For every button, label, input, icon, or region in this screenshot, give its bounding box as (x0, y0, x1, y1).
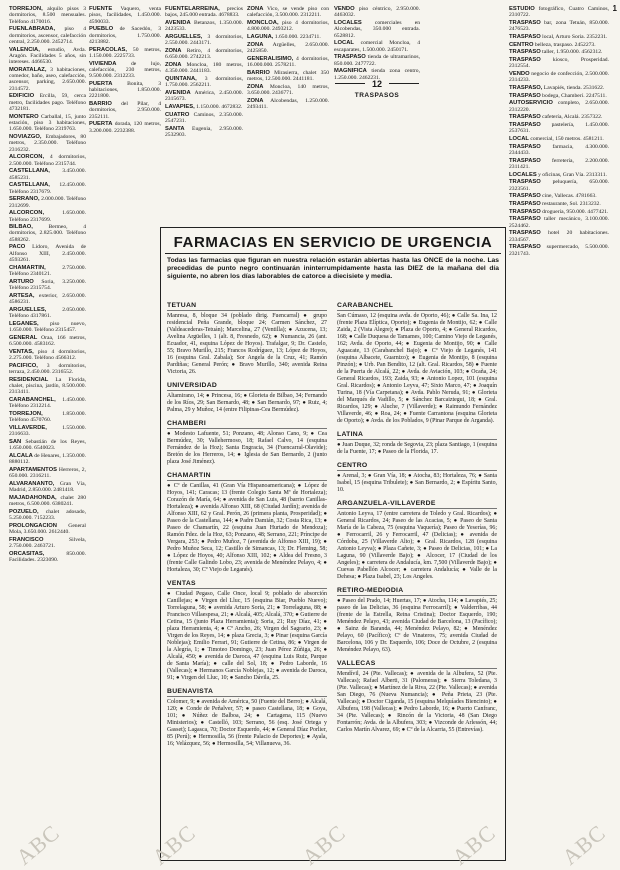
classified-ad: ARGUELLES, 3 dormitorios, 2.550.000. 2443171. (165, 33, 243, 47)
classified-ad: FUENTELARREINA, precios bajos, 245.000 entrada. 4678833. (165, 6, 243, 19)
district-name: VALLECAS (337, 660, 497, 669)
classified-ad: TRASPASO farmacia, 4.300.000. 2344433. (509, 143, 609, 157)
classified-ad: TRASPASO cine, Vallecas. 4781663. (509, 193, 597, 200)
classified-ad: ORCASITAS, 850.000. Facilidades. 2323090. (9, 550, 86, 564)
classified-ad: ARTESA, exterior, 2.650.000. 4586231. (9, 292, 86, 306)
district-name: CHAMARTIN (167, 472, 327, 481)
classified-ad: TRASPASO bar, zona Tetuán, 850.000. 2476523. (509, 19, 609, 33)
watermark: ABC (447, 819, 501, 870)
farmacias-title: FARMACIAS EN SERVICIO DE URGENCIA (165, 234, 501, 254)
classified-ad: MAJADAHONDA, chalet 280 metros, 6.500.000. 6380241. (9, 494, 86, 508)
classified-ad: AUTOSERVICIO completo, 2.650.000. 2312220. (509, 100, 609, 113)
farmacias-right-column (337, 302, 497, 740)
classified-ad: TRASPASO, Lavapiés, tienda. 2531622. (509, 85, 605, 91)
classified-ad: RESIDENCIAL La Florida, chalet, piscina, jardín, 8.500.000. 2313411. (9, 376, 86, 396)
district-listing (337, 302, 497, 425)
classified-ad: NOVIAZGO, Embajadores, 80 metros, 2.350.000. Teléfono 2316232. (9, 133, 86, 153)
classified-ad: TRASPASO droguería, 950.000. 4477421. (509, 208, 609, 215)
classified-ad: APARTAMENTOS Herreros, 2, 650.000. 2316211. (9, 466, 86, 480)
classified-ad: MORATALAZ, 3 habitaciones, comedor, baño, aseo, calefacción, ascensor, parking, 2.650.000. 2314572. (9, 66, 86, 92)
classified-ad: VENTAS, piso 4 dormitorios, 2.275.000. Teléfono 4566312. (9, 348, 86, 361)
district-name: LATINA (337, 431, 497, 440)
classified-ad: MONTERO Carballal, 15, junto estación, piso 3 habitaciones, 1.650.000. Teléfono 2319763. (9, 113, 86, 133)
district-name: ARGANZUELA-VILLAVERDE (337, 500, 497, 509)
district-name: BUENAVISTA (167, 688, 327, 697)
district-pharmacies: ● Ciudad Pegaso, Calle Once, local 9; poblado de absorción Canillejas; ● Virgen del Lluc, 15 (esquina Biar, Pueblo Nuevo); Torrelaguna, 58; ● avenida Arturo Soria, 21; ● Torrelaguna, 88; ● Francisco Villaespesa, 21; ● Alcalá, 405; Alcalá, 370; ● Gutierre de Cetina, 15 (junto Plaza Herramienta); Soria, 21; Ruy Díaz, 41; ● plaza Herramienta, 4; ● Cº Ancho, 26; Virgen del Sagrario, 23; ● Virgen de los Reyes, 14; ● plaza Grecia, 3; ● Pinar (esquina García Noblejas); Emilio Ferrari, 91; Gutierre de Cetina, 86; ● Virgen de la Alegría, 1; ● Timoteo Domingo, 23; Juan Pérez Zúñiga, 26; ● Alcalá, 450; ● avenida de Daroca, 47 (esquina Luis Ruiz, Parque de Santa María); ● calle del Sol, 18; ● Pedro Laborde, 16 (Vallecas); ● Hermanos García Noblejas, 12; ● avenida de Daroca, 91; ● Virgen del Lluc, 10; ● Sancho Dávila, 25. (167, 591, 327, 681)
classified-ad: POZUELO, chalet adosado, 5.250.000. 7152233. (9, 508, 86, 522)
district-listing (337, 500, 497, 581)
classified-ad: TRASPASO tienda de ultramarinos, 850.000. 2477722. (334, 54, 420, 67)
classified-ad: TRASPASO bodega, Chamberí. 2247511. (509, 92, 607, 99)
district-listing (337, 587, 497, 654)
heading-rule-left (335, 83, 365, 84)
classified-ad: LAGUNA, 1.650.000. 2234711. (247, 33, 321, 40)
classified-ad: VENDO negocio de confección, 2.500.000. 2314233. (509, 71, 609, 84)
district-name: RETIRO-MEDIODIA (337, 587, 497, 596)
classified-ad: GENERAL Oraa, 166 metros, 6.500.000. 4583162. (9, 334, 86, 347)
watermark: ABC (557, 819, 611, 870)
district-listing (167, 580, 327, 682)
classified-ad: CARABANCHEL, 1.450.000. Teléfono 2312214. (9, 396, 86, 410)
district-pharmacies: Manresa, 8, bloque 34 (poblado dirig. Fuencarral) ● grupo residencial Peña Grande, bloque 24; Carmen Sánchez, 27 (Valdeacederas-Tetuán); Marcelina, 27 (Ventilla); ● Azucena, 13; Avelina Argüelles, 1 (alt. 8, Fresnedo, 62); ● Numancia, 26 (ant. Ecuador, 41, esquina López de Hoyos). Trafalgar, 9; Dr. Castelo, 55; Bravo Murillo, 215; Francos Rodríguez, 13; López de Hoyos, 16 (esquina Gral. Zabala); Sor Angela de la Cruz, 41; Ramón Pardiñas; General Perón; ● Bravo Murillo, 340; avenida Reina Victoria, 26. (167, 313, 327, 375)
classified-ad: VIVIENDA de lujo, calefacción, 230 metros, 9.500.000. 2312233. (89, 60, 161, 80)
district-listing (167, 688, 327, 748)
classified-ad: VILLAVERDE, 1.550.000. 2316633. (9, 424, 86, 438)
classified-ad: SAN Sebastián de los Reyes, 1.650.000. 6540023. (9, 438, 86, 452)
district-pharmacies: San Cúmaso, 12 (esquina avda. de Oporto, 46); ● Calle Sa. Ina, 12 (frente Plaza Elíptica, Oporto); ● Eugenia de Montijo, 62; ● Calle Zaida, 2 (Vista Alegre); ● Plaza de Oporto, 4; ● General Ricardos, 168; ● Calle Duquesa de Tamames, 100; Camino Viejo de Leganés, 162; Avda. de Oporto, 44; ● Eugenia de Montijo, 90; ● Calle Aguacate, 13 (Carabanchel Bajo); ● Cº Viejo de Leganés, 141 (esquina Albacete, Guarnizo); ● Eugenia de Montijo, 8 (esquina Pinzón); ● Urb. Pan Bendito, 12 (alt. Gral. Ricardos, 58) ● Fuente de la Puerta de Alcalá, 22; ● Avda. de Aviación, 103; ● Ocaña, 24; General Ricardos, 193; Zaida, 93; ● Antonio Lopez, 101 (esquina Gral. Ricardos); ● Antonio Leyva, 47; Sixto Marco, 47; ● Joaquín Turina, 18 (Vía Carpetana); ● Avda. Pablo Neruda, 91; ● Glorieta del Marqués de Vadillo, 5; ● Sánchez Barcaiztegui, 18; ● Gral. Ricardos, 129; ● Aluche, 7 (Villaverde); ● Raimundo Fernández Villaverde, 46; ● Roa, 24; ● Fuente Carrantona (esquina Glorieta de Oporto); ● Avda. de los Poblados, 9 (Pinar Parque de Arganda). (337, 313, 497, 424)
classified-ad: CHAMARTIN, 2.750.000. Teléfono 2340121. (9, 264, 86, 278)
classified-ad: FUENTE Vaquero, venta pisos, facilidades, 1.450.000. 4590033. (89, 6, 161, 25)
classified-ad: SANTA Eugenia, 2.950.000. 2532903. (165, 125, 243, 138)
classified-ad: ALCORCON, 1.650.000. Teléfono 2317699. (9, 210, 86, 223)
watermark: ABC (11, 819, 65, 870)
traspasos-heading (334, 74, 420, 99)
classified-ad: SERRANO, 2.000.000. Teléfono 2312699. (9, 196, 86, 209)
district-pharmacies: ● Arenal, 3; ● Gran Vía, 18; ● Atocha, 83; Hortaleza, 76; ● Santa Isabel, 15 (esquina Tribulete); ● San Bernardo, 2; ● Espíritu Santo, 10. (337, 473, 497, 493)
farmacias-intro: Todas las farmacias que figuran en nuestra relación estarán abiertas hasta las ONCE de la noche. Las precedidas de punto negro continuarán ininterrumpidamente hasta las DIEZ de la mañana del día siguiente, no abren los días laborables de catorce a diecisiete y media. (167, 257, 499, 281)
classified-ad: TRASPASO taller mecánico, 3.100.000. 2524462. (509, 216, 609, 229)
classifieds-column-5-top (334, 6, 420, 81)
classified-ad: TRASPASO kiosco, Prosperidad. 2312554. (509, 57, 609, 70)
classified-ad: PROLONGACION General Mola, 3.650.000. 2612440. (9, 522, 86, 536)
classified-ad: TRASPASO local, Arturo Soria. 2352231. (509, 33, 608, 40)
classified-ad: AVENIDA América, 2.450.000. 2315673. (165, 89, 243, 103)
district-name: VENTAS (167, 580, 327, 589)
classified-ad: BARRIO del Pilar, 4 dormitorios, 2.950.000. 2352111. (89, 101, 161, 120)
classified-ad: LAVAPIES, 1.150.000. 4672832. (165, 103, 243, 110)
classified-ad: CUATRO Caminos, 2.350.000. 2547231. (165, 111, 243, 124)
classified-ad: PACO Lidoro, Avenida de Alfonso XIII, 2.450.000. 4593261. (9, 244, 86, 264)
classified-ad: TORREJON, 1.850.000. Teléfono 4570760. (9, 410, 86, 424)
classified-ad: QUINTANA, 3 dormitorios, 1.750.000. 2562211. (165, 75, 243, 89)
classified-ad: ZONA Moncloa, 180 metros, 4.350.000. 2441183. (165, 61, 243, 75)
classified-ad: TRASPASO peluquería, 650.000. 2323561. (509, 179, 609, 192)
watermark: ABC (147, 819, 201, 870)
classified-ad: PUERTA dorada, 120 metros, 3.200.000. 2232388. (89, 121, 161, 134)
watermark: ABC (297, 819, 351, 870)
district-pharmacies: Altamirano, 14; ● Princesa, 16; ● Glorieta de Bilbao, 34; Fernando de los Ríos, 29; San Bernardo, 48; ● San Bernardo, 97; ● Ruiz, 4; Palma, 29 y Muñoz, 14 (entre Filipinas-Cea Bermúdez). (167, 393, 327, 413)
classified-ad: PACIFICO, 3 dormitorios, terraza, 2.450.000. 2316552. (9, 362, 86, 375)
section-word: TRASPASOS (354, 92, 400, 99)
classified-ad: ALCORCON, 4 dormitorios, 2.500.000. Teléfono 2315744. (9, 154, 86, 167)
district-pharmacies: ● Cº de Canillas, 41 (Gran Vía Hispanoamericana); ● López de Hoyos, 141; Caracas; 13 (frente Colegio Santa Mª de Hortaleza); Corazón de María, 64; ● avenida de San Luis, 48 (barrio Canillas-Hortaleza); ● avenida Alfonso XIII, 68 (Ciudad Jardín); avenida de Alfonso XIII, 62 y Gral. Perón, 26 (primera planta, Prosperidad); ● Paseo de la Castellana, 144; ● Padre Damián, 32; Costa Rica, 13; ● Paseo de Chamartín, 22 (esquina Juan Hurtado de Mendoza); Ramón Fdez. de la Hoz, 63; Ponzano, 48; Serrano, 221; Príncipe de Vergara, 253; ● Pedro Muñoz, 7 (avenida de Alfonso XIII, 19); ● Pedro Muñoz Seca, 12; Castillo de Simancas, 13; Dr. Fleming, 58; ● López de Hoyos, 40; Alfonso XIII, 102; ● Aldea del Fresno, 3 (frente Calle Galindo Lobo, 23; avenida de Menéndez Pelayo, 4; ● Hortaleza, 30; Cº Viejo de Leganés). (167, 483, 327, 573)
classified-ad: GENERALISIMO, 4 dormitorios, 16.000.000. 2578211. (247, 55, 329, 68)
classified-ad: ZONA Vico, se vende piso con calefacción, 3.500.000. 2312211. (247, 6, 329, 19)
classifieds-column-4 (247, 6, 329, 224)
classified-ad: TRASPASO restaurante, Sol. 2313232. (509, 201, 601, 208)
classified-ad: ARGUELLES, 2.050.000. Teléfono 4317861. (9, 306, 86, 319)
classified-ad: ESTUDIO fotográfico, Cuatro Caminos, 2310722. (509, 6, 609, 19)
classified-ad: EDIFICIO Ercilla, 59, cerca metro, facilidades pago. Teléfono 4732181. (9, 93, 86, 113)
district-pharmacies: Antonio Leyva, 17 (entre carretera de Toledo y Gral. Ricardos); ● General Ricardos, 24; Paseo de las Acacias, 5; ● Paseo de Santa María de la Cabeza, 75 (esquina Vaquería); Paseo de Yeserías, 96; ● Ferrocarril, 26 y Ferrocarril, 47 (Delicias); ● avenida de Córdoba, 25 (Villaverde Alto); ● Gral. Ricardos, 128 (esquina Antonio Leyva); ● Plaza Cañete, 3; ● Paseo de Delicias, 101; ● La Laguna, 90 (Villaverde Bajo); ● Alcocer, 17 (Ciudad de los Angeles); ● carretera de Andalucía, km. 7,500 (Villaverde Bajo); ● Cuevas Pabellón Alcocer; ● carretera Andalucía; ● Valle de la Dehesa; ● Plaza Isabel, 23; Los Angeles. (337, 511, 497, 580)
classified-ad: TRASPASO supermercado, 5.500.000. 2321743. (509, 244, 609, 257)
classified-ad: LOCAL comercial, 150 metros. 4581211. (509, 136, 604, 143)
classified-ad: AVENIDA Betanzos, 1.350.000. 2423533. (165, 19, 243, 33)
classifieds-column-2 (89, 6, 161, 858)
district-listing (167, 420, 327, 466)
heading-rule-right (389, 83, 419, 84)
classified-ad: ZONA Alcobendas, 1.250.000. 2493411. (247, 97, 329, 110)
district-listing (167, 472, 327, 574)
section-number: 12 (371, 79, 382, 89)
classified-ad: ZONA Argüelles, 2.650.000. 2425850. (247, 41, 329, 54)
classified-ad: PERACOLAS, 50 metros, 1.150.000. 2225733. (89, 46, 161, 59)
classified-ad: TRASPASO cafetería, Alcalá. 2357322. (509, 114, 603, 121)
district-name: CENTRO (337, 462, 497, 471)
classified-ad: BILBAO, Bermeo, 4 dormitorios, 2.825.000. Teléfono 4588262. (9, 224, 86, 243)
classified-ad: ARTURO Soria, 3.250.000. Teléfono 2315754. (9, 278, 86, 292)
classified-ad: FRANCISCO Silvela, 2.750.000. 2463721. (9, 536, 86, 550)
district-name: CHAMBERI (167, 420, 327, 429)
classified-ad: CASTELLANA, 12.450.000. Teléfono 2317679. (9, 182, 86, 195)
classified-ad: LOCAL comercial Moncloa, 4 escaparates, 1.500.000. 2450171. (334, 40, 420, 53)
classifieds-column-3 (165, 6, 243, 224)
classified-ad: PUERTA Bonita, 3 habitaciones, 1.850.000. 2221800. (89, 80, 161, 100)
classified-ad: CASTELLANA, 3.450.000. 4585231. (9, 168, 86, 181)
classified-ad: ALVARANANTO, Gran Vía, Madrid, 2.850.000. 2481418. (9, 480, 86, 494)
classified-ad: TRASPASO taller, 1.950.000. 4562312. (509, 49, 603, 56)
classifieds-column-5 (334, 6, 420, 224)
classified-ad: ZONA Moncloa, 140 metros, 3.650.000. 2436771. (247, 83, 329, 96)
page-number: 1 (612, 4, 617, 13)
district-pharmacies: Mendívil, 24 (Pte. Vallecas); ● avenida de la Albufera, 52 (Pte. Vallecas); Rafael Alberti, 31 (Palomeras); ● Sierra Toledana, 3 (Pte. Vallecas); ● Martínez de la Riva, 22 (Pte. Vallecas); ● avenida San Diego, 76 (Nueva Numancia); ● Peña Prieta, 23 (Pte. Vallecas); ● Doctor Ciganda, 15 (esquina Melquíades Biencinto); ● Albufera, 198 (Vallecas); ● Pedro Laborde, 16; ● Puerto Canfranc, 34 (Pte. Vallecas); ● Rincón de la Victoria, 48 (San Diego Fontarrón; Avda. de la Albufera, 303; ● Vizconde de Arlessón, 44; Carlos Martín Alvarez, 69; ● Cº de la Alcarria, 55 (Entrevías). (337, 671, 497, 733)
classified-ad: TRASPASO pastelería, 1.450.000. 2537631. (509, 122, 609, 135)
district-listing (337, 660, 497, 734)
classified-ad: MAGNIFICA tienda zona centro, 1.250.000. 2462231. (334, 68, 420, 81)
classified-ad: LOCALES comerciales en Alcobendas, 350.000 entrada. 6528812. (334, 19, 420, 39)
classifieds-column-1 (9, 6, 86, 858)
classified-ad: VALENCIA, estudio, Avda. Aragón. Facilidades 5 años, sin intereses. 4466530. (9, 46, 86, 66)
district-pharmacies: ● Juan Duque, 32; ronda de Segovia, 23; plaza Santiago, 1 (esquina de la Fuente, 17; ● Paseo de la Florida, 17. (337, 442, 497, 455)
farmacias-box (160, 227, 506, 861)
district-pharmacies: ● Modesto Lafuente, 51; Ponzano, 48; Alonso Cano, 9; ● Cea Bermúdez, 30; Vallehermoso, 18; Rafael Calvo, 14 (esquina Fernández de la Hoz); Santa Engracia, 34 (Fuencarral-Olavide); Bretón de los Herreros, 14; ● Iglesia de San Bernardo, 2 (junto plaza José Jiménez). (167, 431, 327, 465)
classified-ad: ALCALA de Henares, 1.350.000. 8880112. (9, 452, 86, 466)
district-listing (337, 462, 497, 494)
district-listing (337, 431, 497, 456)
district-name: UNIVERSIDAD (167, 382, 327, 391)
classified-ad: TRASPASO hotel 20 habitaciones. 2334567. (509, 230, 609, 243)
district-listing (167, 382, 327, 414)
classified-ad: VENDO piso céntrico, 2.950.000. 4463032. (334, 6, 420, 19)
farmacias-left-column (167, 302, 327, 754)
classified-ad: MONCLOA, piso 4 dormitorios, 4.800.000. 2493212. (247, 19, 329, 33)
classified-ad: PUEBLO de Sacedón, 3 dormitorios, 1.750.000. 4213882. (89, 26, 161, 45)
classified-ad: TRASPASO ferretería, 2.200.000. 2311421. (509, 157, 609, 170)
district-name: CARABANCHEL (337, 302, 497, 311)
classified-ad: LEGANES, piso nuevo, 1.650.000. Teléfono 2315457. (9, 320, 86, 333)
classifieds-column-6 (509, 6, 609, 858)
classified-ad: CENTRO belleza, traspaso. 2452273. (509, 41, 596, 48)
classified-ad: BARRIO Mirasierra, chalet 350 metros, 12.500.000. 2441181. (247, 69, 329, 82)
classified-ad: ZONA Retiro, 4 dormitorios, 6.650.000. 2742213. (165, 47, 243, 61)
district-pharmacies: ● Paseo del Prado, 14; Huertas, 17; ● Atocha, 114; ● Lavapiés, 25; paseo de las Delicias, 36 (esquina Ferrocarril); ● Valderribas, 44 (frente de la Estrella, Reina Cristina); Doctor Esquerdo, 190; Menéndez Pelayo, 43; avenida Ciudad de Barcelona, 13 (Pacífico); ● Sainz de Baranda, 44; Menéndez Pelayo, 82; ● Menéndez Pelayo, 60 (Pacífico); Cº de Vinateros, 75; avenida Ciudad de Barcelona, 106 y Dr. Esquerdo, 106; Doce de Octubre, 2 (esquina Menéndez Pelayo, 63). (337, 598, 497, 653)
classified-ad: FUENLABRADA, piso 4 dormitorios, ascensor, calefacción central, 2.250.000. 2452714. (9, 26, 86, 45)
classified-ad: LOCALES y oficinas, Gran Vía. 2313311. (509, 171, 607, 178)
classified-ad: TORREJON, alquilo pisos 3 dormitorios, 8.500 mensuales. Teléfono 4170016. (9, 6, 86, 25)
district-name: TETUAN (167, 302, 327, 311)
district-listing (167, 302, 327, 376)
district-pharmacies: Colomer, 9; ● avenida de América, 50 (Fuente del Berro); ● Alcalá, 120; ● Conde de Peñalver, 57; ● paseo Castellana, 18; ● Goya, 101; ● Núñez de Balboa, 24; ● Cartagena, 115 (Nuevo Ministerios); ● Castelló, 103; Serrano, 56 (esq. José Ortega y Gasset); Lagasca, 70; Doctor Esquerdo, 44; ● General Díaz Porlier, 85 (Perú); ● Hermosilla, 56 (frente Palacio de Deportes); ● Ayala, 16; Velázquez, 56; ● Hermosilla, 54; Villanueva, 36. (167, 699, 327, 747)
